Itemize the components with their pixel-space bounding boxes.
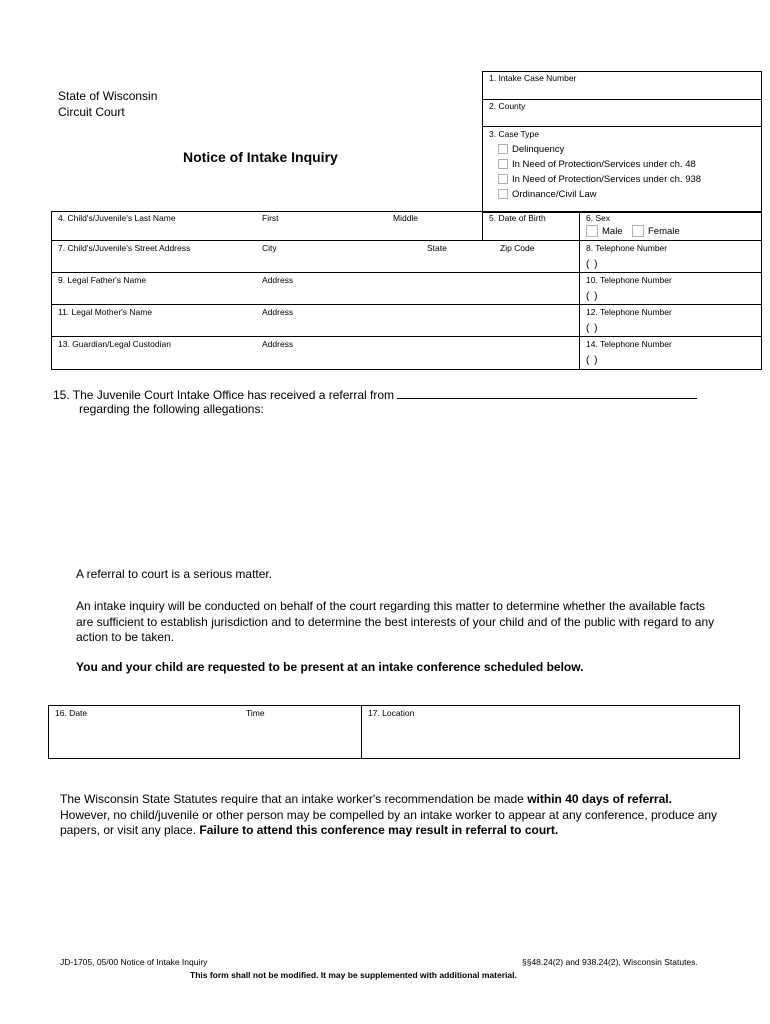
guardian-label: 13. Guardian/Legal Custodian: [58, 339, 171, 349]
zip-label: Zip Code: [500, 243, 535, 253]
mother-name-label: 11. Legal Mother's Name: [58, 307, 153, 317]
modification-notice: This form shall not be modified. It may be supplemented with additional material.: [190, 970, 517, 980]
state-label: State: [427, 243, 447, 253]
telephone-12-label: 12. Telephone Number: [586, 307, 672, 317]
location-label: 17. Location: [368, 708, 415, 718]
date-label: 16. Date: [55, 708, 88, 718]
checkbox[interactable]: [498, 159, 508, 169]
checkbox[interactable]: [498, 144, 508, 154]
attendance-request: You and your child are requested to be present at an intake conference scheduled below.: [76, 660, 584, 674]
divider: [51, 336, 762, 337]
divider: [579, 211, 580, 370]
middle-name-label: Middle: [393, 213, 419, 223]
divider: [482, 126, 762, 127]
referral-statement: 15. The Juvenile Court Intake Office has received a referral from: [53, 386, 697, 404]
child-last-name-label: 4. Child's/Juvenile's Last Name: [58, 213, 176, 223]
telephone-12-field[interactable]: ( ): [586, 323, 599, 334]
telephone-10-label: 10. Telephone Number: [586, 275, 672, 285]
dob-label: 5. Date of Birth: [489, 213, 546, 223]
court-name: Circuit Court: [58, 105, 125, 119]
divider: [361, 705, 362, 759]
checkbox[interactable]: [586, 225, 598, 237]
option-chips-938[interactable]: In Need of Protection/Services under ch. 938: [498, 172, 701, 187]
sex-label: 6. Sex: [586, 213, 611, 223]
checkbox[interactable]: [498, 189, 508, 199]
guardian-address-label: Address: [262, 339, 294, 349]
serious-matter-text: A referral to court is a serious matter.: [76, 567, 273, 581]
sex-male-option[interactable]: Male: [586, 224, 623, 239]
statute-reference: §§48.24(2) and 938.24(2), Wisconsin Statutes.: [522, 957, 698, 967]
intake-inquiry-paragraph: An intake inquiry will be conducted on behalf of the court regarding this matter to determine whether the available facts are sufficient to establish jurisdiction and to determine the best interests of your child and of the public with regard to any action to be taken.: [76, 599, 715, 644]
telephone-14-label: 14. Telephone Number: [586, 339, 672, 349]
telephone-10-field[interactable]: ( ): [586, 291, 599, 302]
sex-female-option[interactable]: Female: [632, 224, 680, 239]
first-name-label: First: [262, 213, 279, 223]
divider: [51, 304, 762, 305]
county-label: 2. County: [489, 101, 526, 111]
city-label: City: [262, 243, 277, 253]
divider: [482, 211, 483, 240]
checkbox[interactable]: [632, 225, 644, 237]
option-ordinance[interactable]: Ordinance/Civil Law: [498, 187, 701, 202]
option-chips-48[interactable]: In Need of Protection/Services under ch. 48: [498, 157, 701, 172]
page-title: Notice of Intake Inquiry: [183, 149, 338, 165]
divider: [51, 272, 762, 273]
allegations-label: regarding the following allegations:: [79, 402, 264, 416]
father-address-label: Address: [262, 275, 294, 285]
divider: [51, 240, 762, 241]
referral-source-field[interactable]: [397, 386, 697, 399]
option-delinquency[interactable]: Delinquency: [498, 142, 701, 157]
telephone-8-label: 8. Telephone Number: [586, 243, 668, 253]
telephone-8-field[interactable]: ( ): [586, 259, 599, 270]
state-name: State of Wisconsin: [58, 89, 158, 103]
divider: [482, 99, 762, 100]
mother-address-label: Address: [262, 307, 294, 317]
checkbox[interactable]: [498, 174, 508, 184]
statute-paragraph: The Wisconsin State Statutes require that an intake worker's recommendation be made within 40 days of referral. However, no child/juvenile or other person may be compelled by an intake worker to appear at any conference, produce any papers, or visit any place. Failure to attend this conference may result in referral to court.: [60, 792, 718, 837]
telephone-14-field[interactable]: ( ): [586, 355, 599, 366]
case-type-options: [498, 142, 701, 202]
father-name-label: 9. Legal Father's Name: [58, 275, 147, 285]
intake-case-number-label: 1. Intake Case Number: [489, 73, 577, 83]
form-id: JD-1705, 05/00 Notice of Intake Inquiry: [60, 957, 208, 967]
time-label: Time: [246, 708, 265, 718]
case-type-label: 3. Case Type: [489, 129, 539, 139]
street-address-label: 7. Child's/Juvenile's Street Address: [58, 243, 191, 253]
